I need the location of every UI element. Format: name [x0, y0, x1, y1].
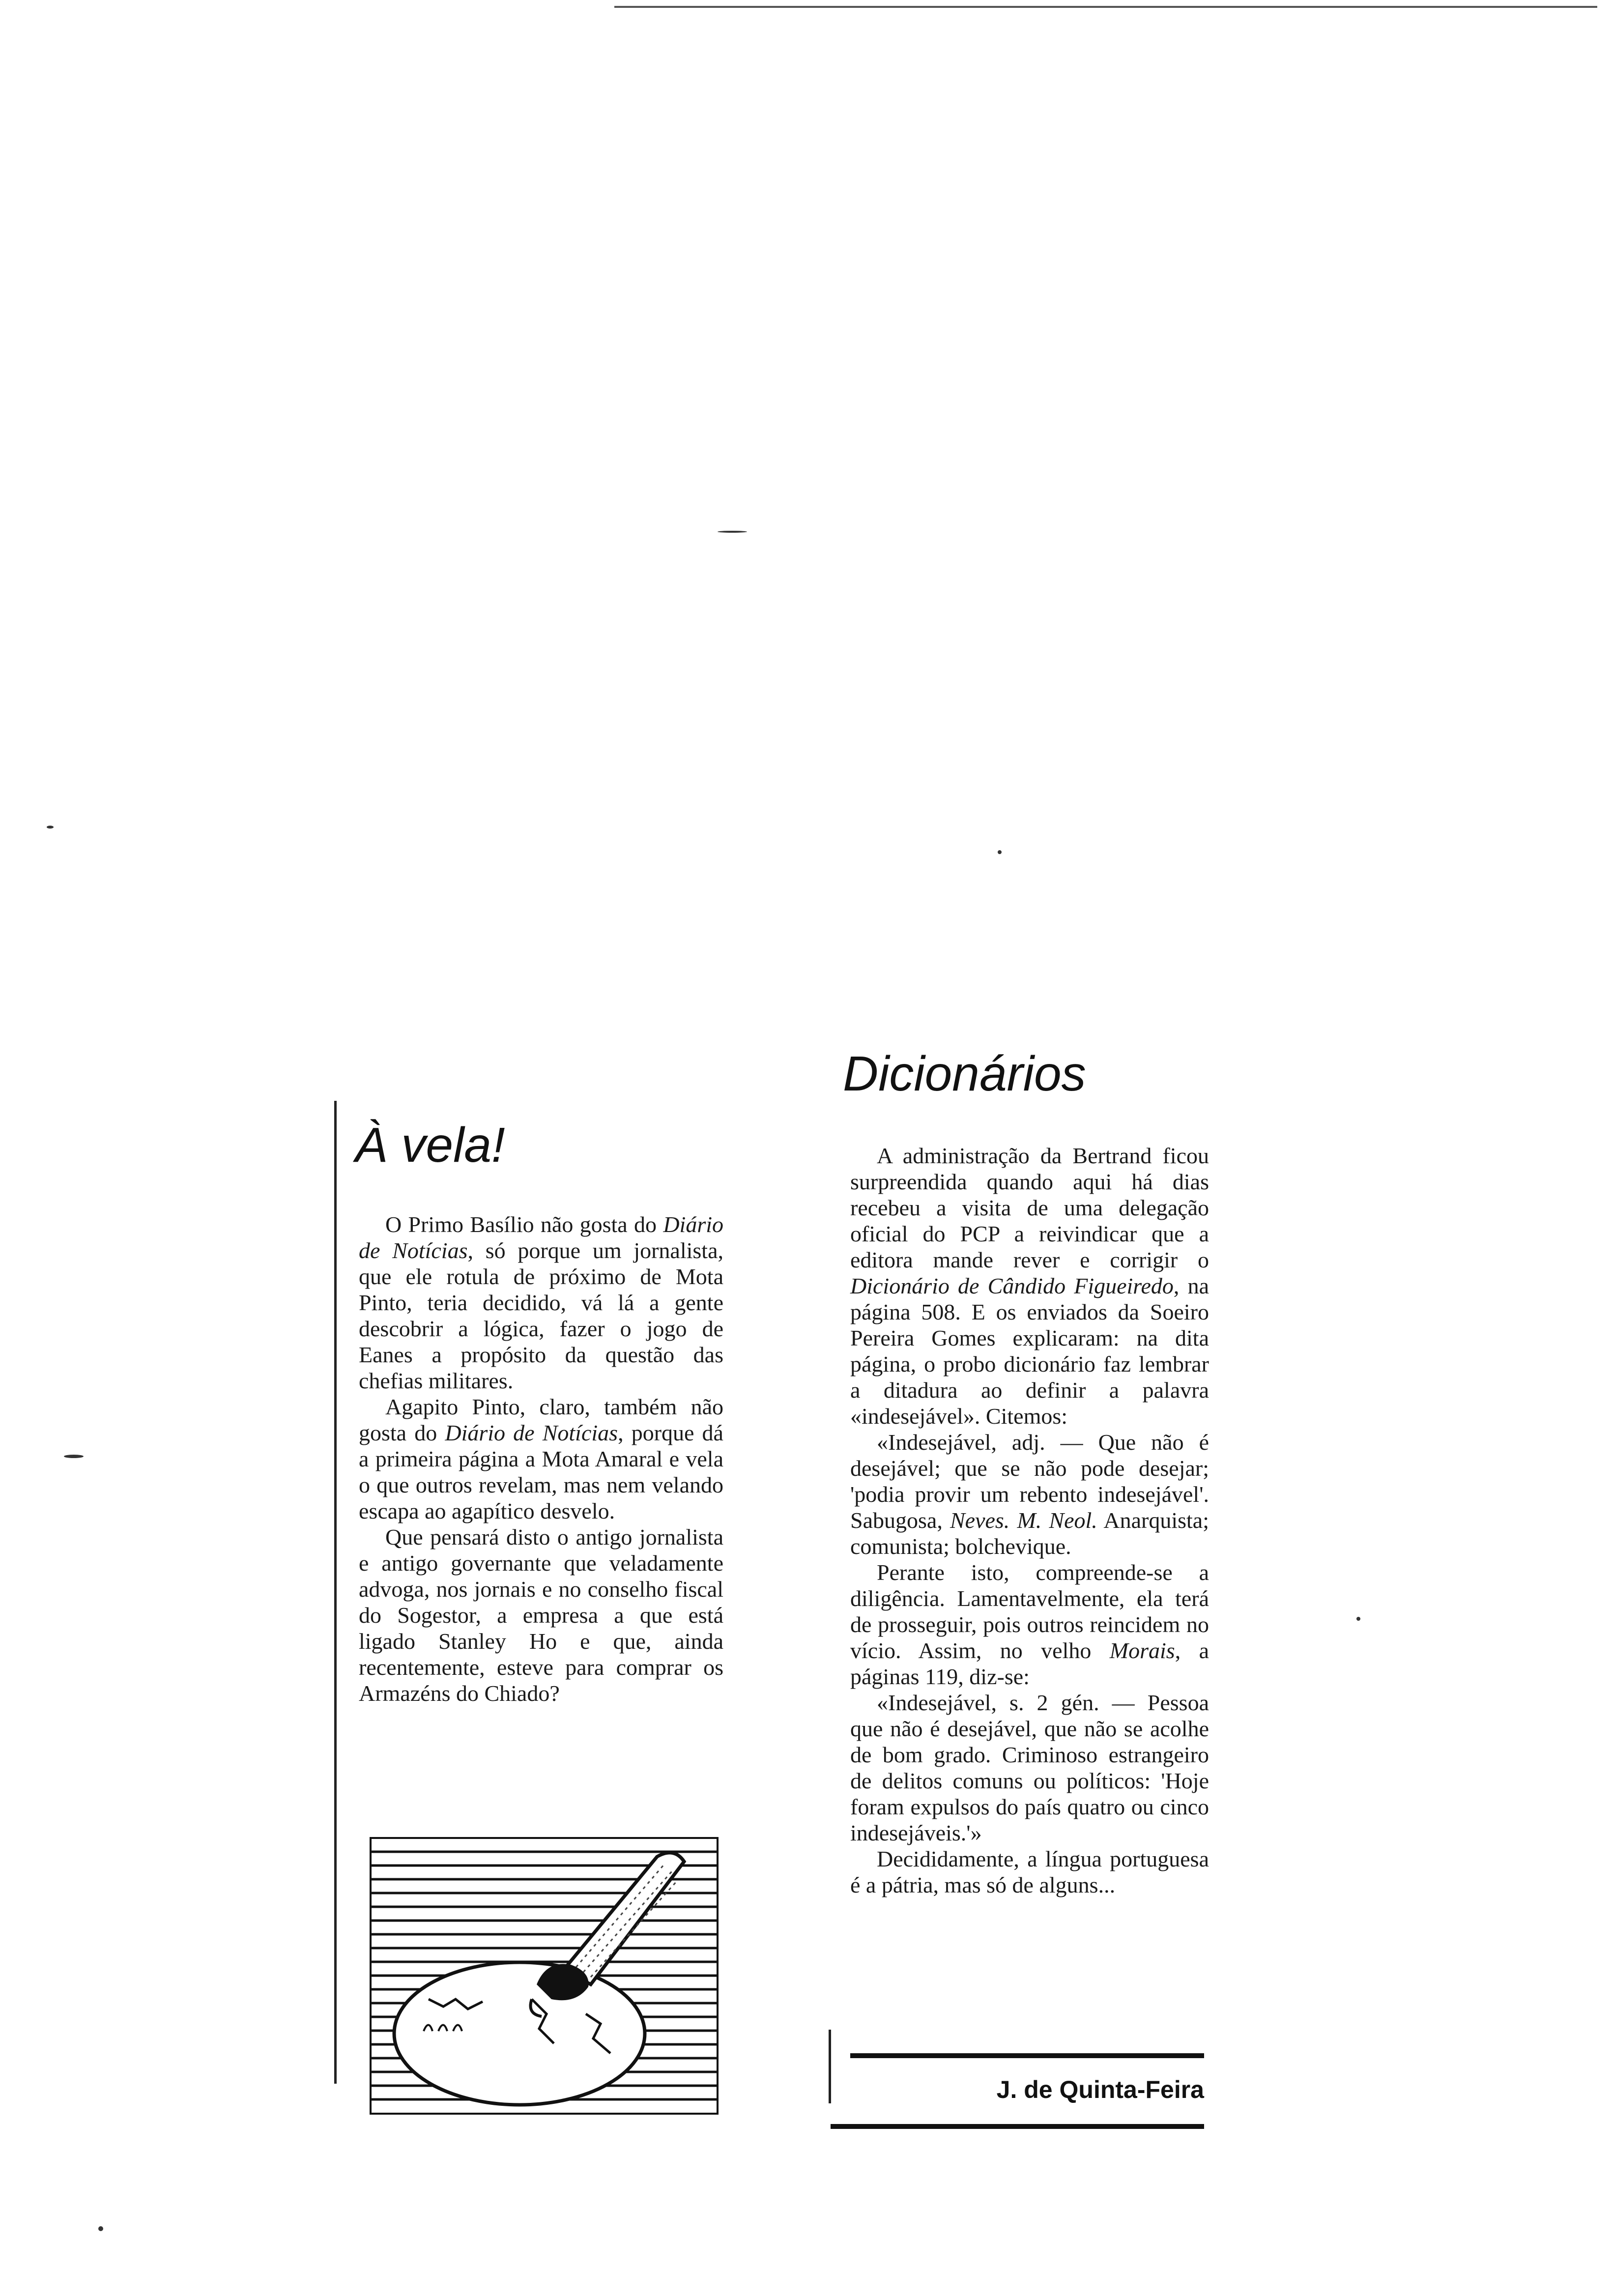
signature-bar [829, 2030, 831, 2103]
text-run: Perante isto, compreende-se a diligência. Lamentavelmente, ela terá de prosseguir, pois outros reincidem no vício. Assim, no velho [850, 1560, 1209, 1663]
author-signature: J. de Quinta-Feira [996, 2076, 1204, 2103]
left-column-bar [334, 1101, 337, 2084]
scan-speck [718, 531, 747, 533]
text-run: , porque dá a primeira página a Mota Amaral e vela o que outros revelam, mas nem velando escapa ao agapítico desvelo. [359, 1420, 723, 1523]
text-run-italic: Morais [1109, 1638, 1175, 1663]
paragraph [850, 1429, 1209, 1559]
scan-speck [64, 1455, 84, 1458]
paragraph [850, 1690, 1209, 1846]
text-run: , a páginas 119, diz-se: [850, 1638, 1209, 1689]
text-run: , na página 508. E os enviados da Soeiro Pereira Gomes explicaram: na dita página, o probo dicionário faz lembrar a ditadura ao definir a palavra «indesejável». Citemos: [850, 1273, 1209, 1429]
signature-rule-bottom [831, 2124, 1204, 2129]
text-run: A administração da Bertrand ficou surpreendida quando aqui há dias recebeu a visita de uma delegação oficial do PCP a reivindicar que a editora mande rever e corrigir o [850, 1143, 1209, 1272]
article-title-a-vela: À vela! [355, 1118, 505, 1173]
scan-speck [47, 826, 54, 829]
scan-speck [1356, 1617, 1360, 1621]
text-run: Agapito Pinto, claro, também não gosta do [359, 1394, 723, 1445]
paragraph [359, 1394, 723, 1524]
text-run: , só porque um jornalista, que ele rotula de próximo de Mota Pinto, teria decidido, vá lá a gente descobrir a lógica, fazer o jogo de Eanes a propósito da questão das chefias militares. [359, 1238, 724, 1393]
text-run: O Primo Basílio não gosta do [385, 1212, 663, 1237]
text-run: Anarquista; comunista; bolchevique. [850, 1508, 1209, 1559]
text-run-italic: Diário de Notícias [445, 1420, 618, 1445]
top-rule [614, 6, 1597, 8]
scan-speck [998, 850, 1002, 854]
scan-speck [98, 2226, 103, 2231]
text-run: «Indesejável, s. 2 gén. — Pessoa que não é desejável, que não se acolhe de bom grado. Criminoso estrangeiro de delitos comuns ou políticos: 'Hoje foram expulsos do país quatro ou cinco indesejáveis.'» [850, 1690, 1209, 1845]
text-run: Decididamente, a língua portuguesa é a pátria, mas só de alguns... [850, 1846, 1209, 1897]
paragraph [359, 1524, 723, 1706]
text-run: «Indesejável, adj. — Que não é desejável; que se não pode desejar; 'podia provir um rebento indesejável'. Sabugosa, [850, 1430, 1209, 1533]
signature-rule-top [850, 2053, 1204, 2058]
text-run-italic: Neves. M. Neol. [950, 1508, 1097, 1533]
article-body-a-vela [359, 1211, 723, 1706]
article-title-dicionarios: Dicionários [843, 1046, 1086, 1101]
paragraph [850, 1846, 1209, 1898]
text-run: Que pensará disto o antigo jornalista e antigo governante que veladamente advoga, nos jornais e no conselho fiscal do Sogestor, a empresa a que está ligado Stanley Ho e que, ainda recentemente, esteve para comprar os Armazéns do Chiado? [359, 1524, 723, 1706]
paragraph [850, 1143, 1209, 1429]
paragraph [850, 1559, 1209, 1690]
article-body-dicionarios [850, 1143, 1209, 1898]
egg-with-knife-icon [370, 1837, 719, 2115]
text-run-italic: Diário de Notícias [359, 1212, 723, 1263]
paragraph [359, 1211, 723, 1394]
text-run-italic: Dicionário de Cândido Figueiredo [850, 1273, 1174, 1298]
